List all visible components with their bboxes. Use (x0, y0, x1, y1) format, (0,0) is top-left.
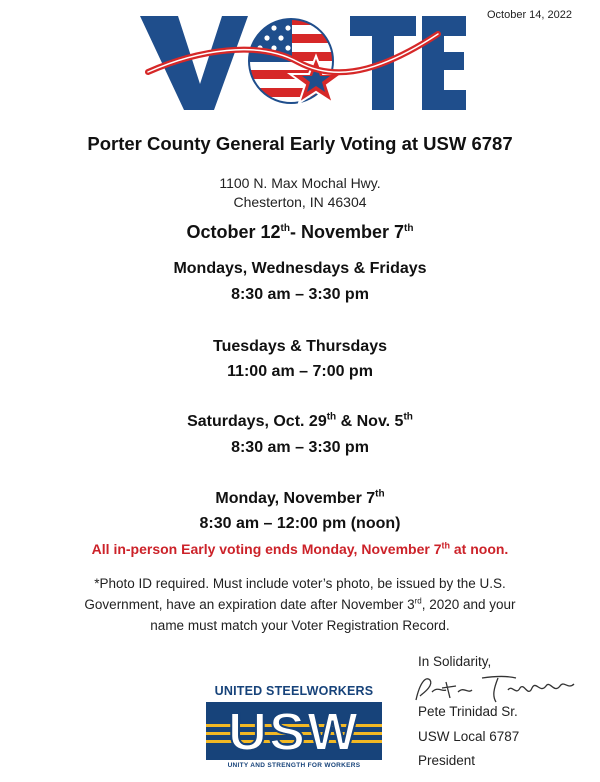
schedule-days-mwf: Mondays, Wednesdays & Fridays (173, 260, 427, 277)
schedule-days-saturdays: Saturdays, Oct. 29th & Nov. 5th (187, 411, 413, 430)
page-title: Porter County General Early Voting at USW 6787 (87, 133, 513, 154)
schedule-hours-monday: 8:30 am – 12:00 pm (noon) (199, 515, 401, 532)
signoff-title: President (418, 753, 476, 768)
schedule-hours-tt: 11:00 am – 7:00 pm (227, 363, 373, 380)
schedule-hours-mwf: 8:30 am – 3:30 pm (231, 286, 369, 303)
schedule-hours-saturdays: 8:30 am – 3:30 pm (231, 439, 369, 456)
usw-logo (200, 700, 388, 762)
logo-letter-v (140, 16, 248, 110)
vote-logo (138, 10, 468, 116)
usw-logo-letters: USW (228, 702, 360, 762)
usw-logo-tagline: UNITY AND STRENGTH FOR WORKERS (227, 762, 361, 769)
date-range: October 12th- November 7th (186, 222, 414, 242)
usw-logo-top-text: UNITED STEELWORKERS (214, 684, 374, 698)
address-line-1: 1100 N. Max Mochal Hwy. (219, 175, 381, 191)
early-voting-notice: All in-person Early voting ends Monday, November 7th at noon. (91, 540, 509, 557)
signoff-name: Pete Trinidad Sr. (418, 704, 518, 719)
logo-letter-e (422, 16, 466, 110)
handwritten-signature (412, 672, 582, 706)
address-line-2: Chesterton, IN 46304 (233, 194, 367, 210)
schedule-days-monday: Monday, November 7th (215, 488, 385, 507)
photo-id-note: *Photo ID required. Must include voter’s photo, be issued by the U.S. Government, have an expiration date after November 3rd, 2020 and your name must match your Voter Registration Record. (84, 576, 516, 633)
signoff-org: USW Local 6787 (418, 729, 520, 744)
flyer-date: October 14, 2022 (487, 9, 573, 21)
signoff-closing: In Solidarity, (418, 654, 492, 669)
schedule-days-tt: Tuesdays & Thursdays (213, 338, 387, 355)
